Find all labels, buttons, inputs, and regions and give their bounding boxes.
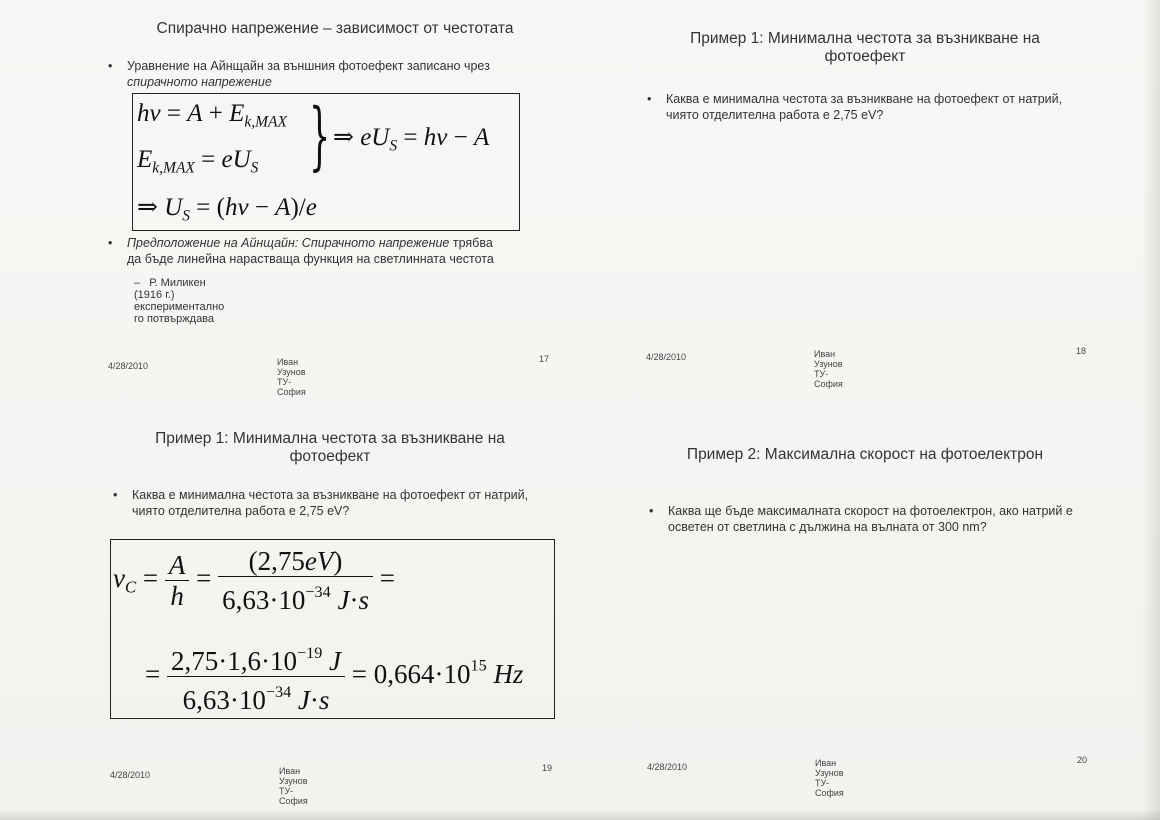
bullet-text-emphasis: Предположение на Айнщайн: Спирачното напрежение (127, 236, 450, 250)
einstein-formula-box (132, 93, 520, 231)
slide-number: 17 (539, 354, 550, 364)
fraction: $\frac{2,75\cdot 1,6\cdot 10^{-19} J}{6,63\cdot 10^{-34} J\cdot s}$ (167, 638, 345, 715)
formula-line: $\nu_C$ = $\frac{A}{h}$ = $\frac{(2,75eV)}{6,63\cdot 10^{-34} J\cdot s}$ = (113, 546, 395, 616)
bullet-text: трябва (449, 236, 493, 250)
slide-author: Иван Узунов ТУ-София (277, 357, 306, 397)
slide-date: 4/28/2010 (108, 361, 149, 371)
frequency-formula-box (110, 539, 555, 719)
sub-bullet-item (134, 277, 224, 325)
scan-shadow-right (1142, 0, 1160, 820)
bullet-item (108, 235, 567, 267)
slide-date: 4/28/2010 (110, 770, 151, 780)
bullet-text-emphasis: спирачното напрежение (127, 75, 272, 89)
formula-line: ⇒ $eU_S = h\nu - A$ (333, 124, 490, 155)
bullet-text: да бъде линейна нарастваща функция на светлинната честота (127, 252, 494, 266)
formula-line: = $\frac{2,75\cdot 1,6\cdot 10^{-19} J}{6,63\cdot 10^{-34} J\cdot s}$ = $0,664\cdot 10^{15}$ Hz (145, 638, 523, 715)
slide-number: 20 (1077, 755, 1088, 765)
formula-line: $E_{k,MAX} = eU_S$ (137, 146, 259, 177)
bullet-icon: • (108, 59, 113, 73)
bullet-item (649, 503, 1088, 535)
slide-date: 4/28/2010 (646, 352, 687, 362)
bullet-text: Каква е минимална честота за възникване на фотоефект от натрий, чиято отделителна работа е 2,75 eV? (666, 92, 1063, 122)
bullet-icon: • (649, 504, 654, 518)
bullet-icon: • (113, 488, 118, 502)
formula-line: ⇒ $U_S = (h\nu - A)/e$ (137, 194, 317, 225)
bullet-icon: • (108, 236, 113, 250)
slide-title: Пример 1: Минимална честота за възникване на фотоефект (155, 430, 505, 465)
fraction: $\frac{A}{h}$ (165, 550, 190, 611)
bullet-text: Каква е минимална честота за възникване на фотоефект от натрий, чиято отделителна работа е 2,75 eV? (132, 488, 529, 518)
slide-author: Иван Узунов ТУ-София (815, 758, 844, 798)
bullet-text: Каква ще бъде максималната скорост на фотоелектрон, ако натрий е осветен от светлина с дължина на вълната от 300 nm? (668, 504, 1073, 534)
slide-author: Иван Узунов ТУ-София (814, 349, 843, 389)
scan-shadow-bottom (0, 810, 1160, 820)
bullet-item (113, 487, 542, 519)
bullet-item (647, 91, 1076, 123)
curly-brace-icon: } (309, 93, 331, 179)
slide-title: Пример 2: Максимална скорост на фотоелектрон (686, 446, 1044, 463)
bullet-text: Уравнение на Айнщайн за външния фотоефект записано чрез (127, 59, 490, 73)
formula-line: $h\nu = A + E_{k,MAX}$ (137, 100, 287, 131)
slide-author: Иван Узунов ТУ-София (279, 766, 308, 806)
fraction: $\frac{(2,75eV)}{6,63\cdot 10^{-34} J\cdot s}$ (218, 546, 373, 615)
bullet-item (108, 58, 567, 90)
dash-icon: – (134, 277, 141, 289)
bullet-icon: • (647, 92, 652, 106)
slide-date: 4/28/2010 (647, 762, 688, 772)
slide-title: Спирачно напрежение – зависимост от честотата (156, 20, 514, 37)
slide-number: 18 (1076, 346, 1087, 356)
slide-title: Пример 1: Минимална честота за възникване на фотоефект (690, 30, 1040, 65)
slide-number: 19 (542, 763, 553, 773)
sub-bullet-text: Р. Миликен (1916 г.) експериментално го потвърждава (134, 277, 225, 325)
